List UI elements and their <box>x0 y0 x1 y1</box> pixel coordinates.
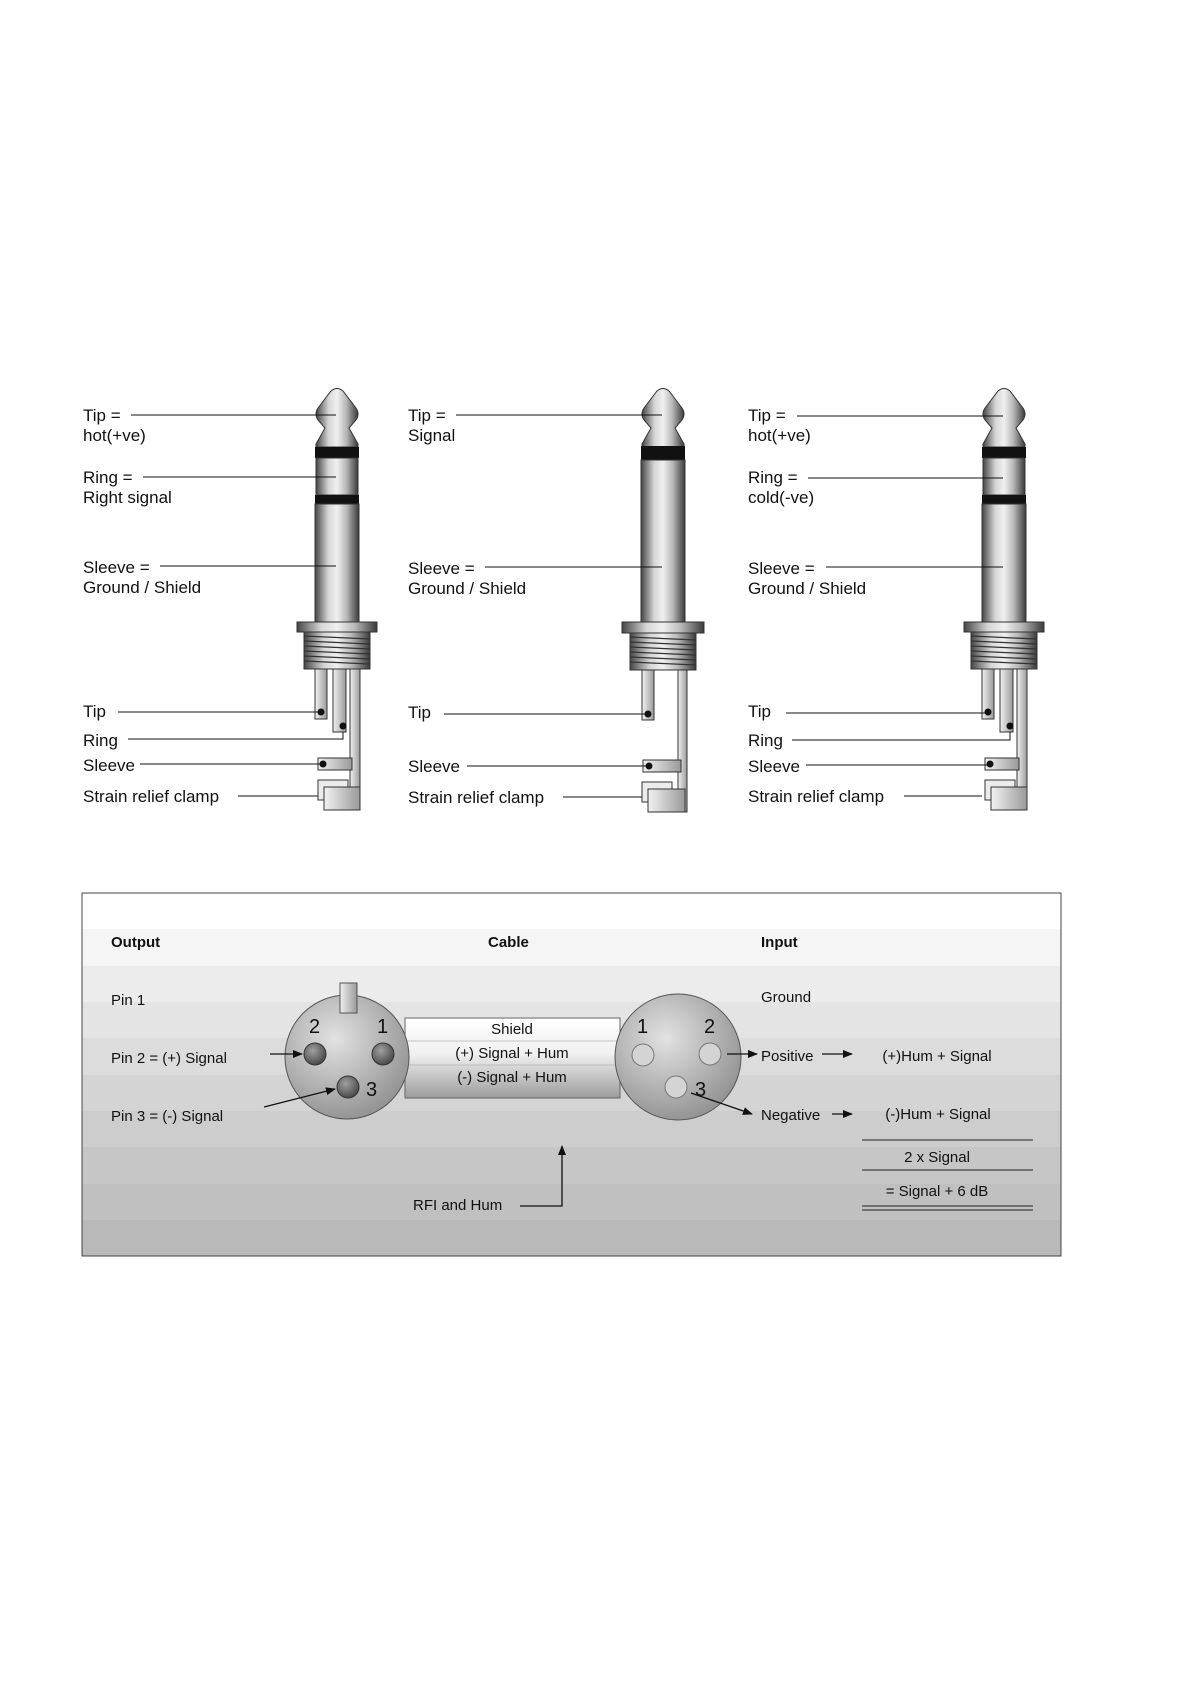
ring-lug-label: Ring <box>748 731 783 750</box>
tip-description: Signal <box>408 426 456 445</box>
tip-lug-label: Tip <box>748 702 771 721</box>
sleeve-description: Ground / Shield <box>83 578 202 597</box>
xlr-male-pin-3-number: 3 <box>366 1079 378 1101</box>
xlr-male-pin-1 <box>372 1043 394 1065</box>
input-positive-label: Positive <box>761 1048 814 1065</box>
xlr-female-socket-1 <box>632 1044 654 1066</box>
sleeve-lug-label: Sleeve <box>408 757 460 776</box>
cable-heading: Cable <box>488 934 529 951</box>
ring-title-label: Ring = <box>83 468 133 487</box>
xlr-latch-notch <box>340 983 357 1013</box>
cable-positive-label: (+) Signal + Hum <box>455 1045 569 1062</box>
plug-diagram-mono <box>408 389 704 813</box>
ring-description: cold(-ve) <box>748 488 815 507</box>
cable <box>405 1018 620 1098</box>
clamp-label: Strain relief clamp <box>748 787 885 806</box>
ring-description: Right signal <box>83 488 172 507</box>
input-ground-label: Ground <box>761 989 812 1006</box>
tip-lug-label: Tip <box>83 702 106 721</box>
xlr-male-pin-2-number: 2 <box>309 1016 321 1038</box>
tip-title-label: Tip = <box>408 406 446 425</box>
output-heading: Output <box>111 934 161 951</box>
clamp-label: Strain relief clamp <box>408 788 545 807</box>
input-heading: Input <box>761 934 798 951</box>
total-label: = Signal + 6 dB <box>885 1183 989 1200</box>
xlr-female-socket-3 <box>665 1076 687 1098</box>
tip-title-label: Tip = <box>83 406 121 425</box>
ring-lug-label: Ring <box>83 731 118 750</box>
xlr-female-socket-2 <box>699 1043 721 1065</box>
xlr-male-pin-1-number: 1 <box>377 1016 389 1038</box>
sleeve-lug-label: Sleeve <box>83 756 135 775</box>
sum-label: 2 x Signal <box>904 1149 970 1166</box>
sleeve-title-label: Sleeve = <box>408 559 475 578</box>
trs-plug-drawing <box>964 389 1044 811</box>
sleeve-description: Ground / Shield <box>748 579 867 598</box>
balanced-line-panel <box>82 893 1061 1256</box>
sleeve-lug-label: Sleeve <box>748 757 800 776</box>
tip-lug-label: Tip <box>408 703 431 722</box>
xlr-female-connector <box>615 994 741 1120</box>
ring-lug-leader-line <box>128 732 343 739</box>
negative-result-label: (-)Hum + Signal <box>885 1106 991 1123</box>
tip-title-label: Tip = <box>748 406 786 425</box>
sleeve-title-label: Sleeve = <box>83 558 150 577</box>
plug-diagram-balanced <box>748 389 1044 811</box>
output-pin-3-label: Pin 3 = (-) Signal <box>111 1108 224 1125</box>
positive-result-label: (+)Hum + Signal <box>882 1048 992 1065</box>
xlr-male-pin-3 <box>337 1076 359 1098</box>
tip-description: hot(+ve) <box>83 426 146 445</box>
xlr-male-pin-2 <box>304 1043 326 1065</box>
clamp-label: Strain relief clamp <box>83 787 220 806</box>
cable-negative-label: (-) Signal + Hum <box>457 1069 567 1086</box>
output-pin-2-label: Pin 2 = (+) Signal <box>111 1050 227 1067</box>
ring-title-label: Ring = <box>748 468 798 487</box>
trs-plug-drawing <box>297 389 377 811</box>
xlr-female-pin-1-number: 1 <box>637 1016 649 1038</box>
output-pin-1-label: Pin 1 <box>111 992 146 1009</box>
input-negative-label: Negative <box>761 1107 821 1124</box>
tip-description: hot(+ve) <box>748 426 811 445</box>
plug-diagram-stereo <box>83 389 377 811</box>
ring-lug-leader-line <box>792 732 1010 740</box>
interference-label: RFI and Hum <box>413 1197 503 1214</box>
xlr-female-pin-3-number: 3 <box>695 1079 707 1101</box>
sleeve-title-label: Sleeve = <box>748 559 815 578</box>
cable-shield-label: Shield <box>491 1021 533 1038</box>
sleeve-description: Ground / Shield <box>408 579 527 598</box>
xlr-female-pin-2-number: 2 <box>704 1016 716 1038</box>
ts-plug-drawing <box>622 389 704 813</box>
